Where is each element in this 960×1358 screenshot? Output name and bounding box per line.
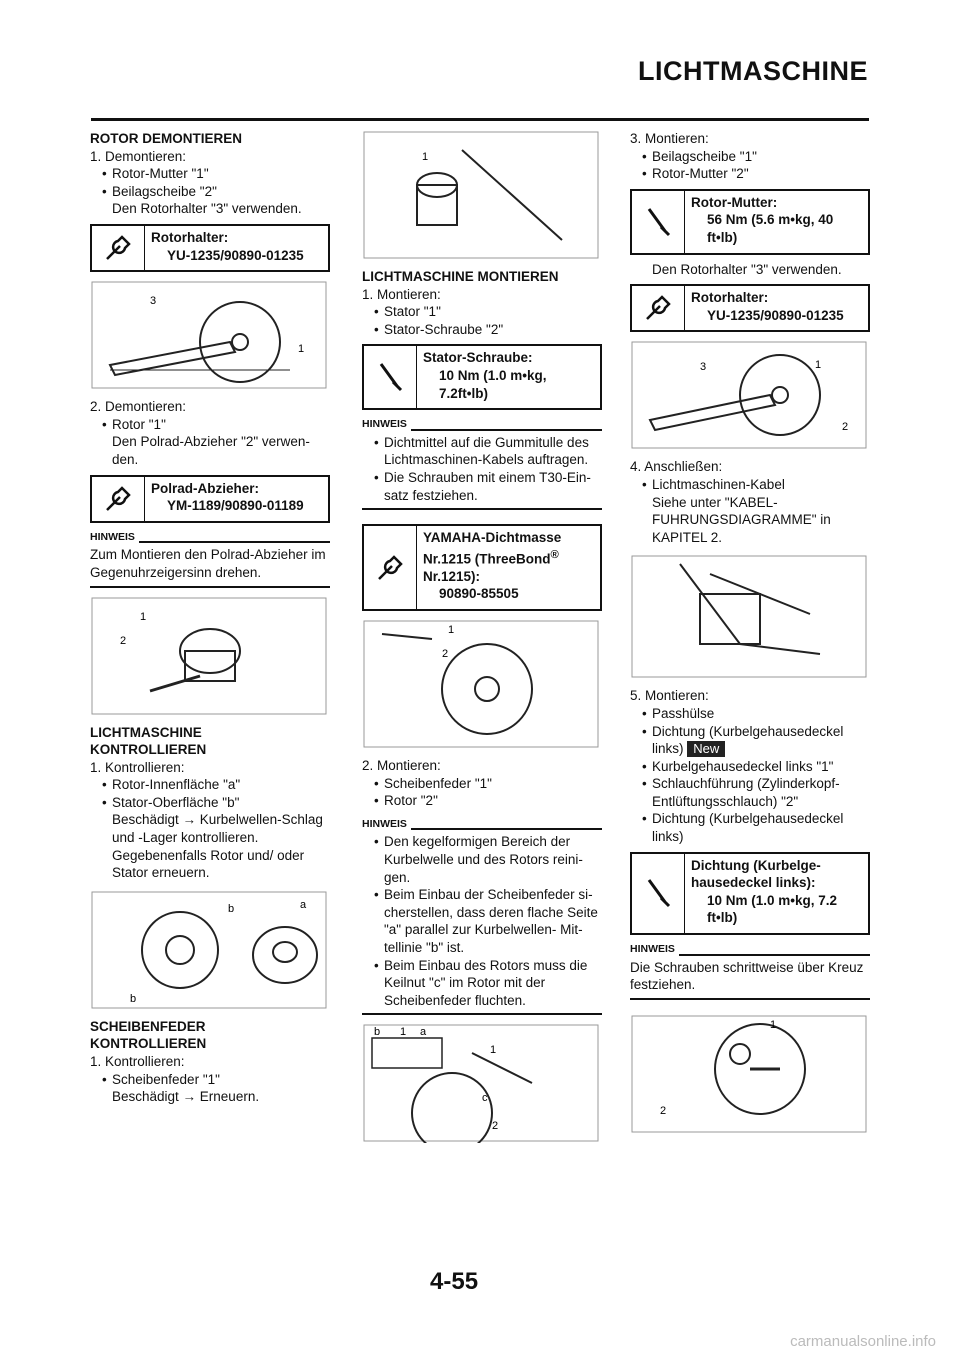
callout-label: 2 bbox=[442, 648, 449, 660]
tool-box bbox=[630, 284, 870, 332]
hinweis-label: HINWEIS bbox=[630, 943, 675, 956]
sub-text: Siehe unter "KABEL-FUHRUNGSDIAGRAMME" in KAPITEL 2. bbox=[652, 494, 831, 545]
step-text: 4. Anschließen: bbox=[630, 459, 723, 475]
section-heading: KONTROLLIEREN bbox=[90, 742, 207, 758]
step-text: 1. Demontieren: bbox=[90, 148, 187, 164]
bullet-item: • Stator-Oberfläche "b" bbox=[90, 794, 330, 812]
callout-label: a bbox=[420, 1026, 427, 1039]
hinweis-label: HINWEIS bbox=[362, 817, 407, 830]
rotor-nut-figure bbox=[630, 340, 868, 450]
rotor-holder-figure bbox=[90, 280, 328, 390]
step-text: 1. Kontrollieren: bbox=[90, 759, 185, 775]
hinweis-note bbox=[90, 529, 330, 588]
stator-install-figure bbox=[362, 619, 600, 749]
hinweis-label: HINWEIS bbox=[362, 418, 407, 431]
tool-box bbox=[90, 475, 330, 523]
tool-value: ft•lb) bbox=[707, 910, 738, 926]
step-text: 2. Montieren: bbox=[362, 758, 441, 773]
hinweis-label: HINWEIS bbox=[90, 530, 135, 543]
callout-label: 2 bbox=[492, 1120, 499, 1133]
tool-name: Rotorhalter: bbox=[151, 229, 229, 245]
step-text: 3. Montieren: bbox=[630, 131, 709, 146]
rotor-stator-figure bbox=[90, 890, 328, 1010]
torque-box bbox=[630, 189, 870, 255]
callout-label: 3 bbox=[700, 361, 707, 374]
callout-label: 2 bbox=[842, 421, 849, 434]
tool-name: Stator-Schraube: bbox=[423, 350, 533, 366]
sub-text: Den Rotorhalter "3" verwenden. bbox=[112, 201, 302, 217]
bullet-item bbox=[630, 723, 870, 758]
torque-wrench-icon bbox=[364, 346, 417, 408]
callout-label: 1 bbox=[422, 151, 429, 163]
watermark: carmanualsonline.info bbox=[790, 1333, 936, 1350]
wrench-icon bbox=[92, 226, 145, 270]
tool-name: hausedeckel links): bbox=[691, 875, 816, 891]
callout-label: 1 bbox=[815, 359, 822, 372]
callout-label: 1 bbox=[490, 1044, 497, 1057]
callout-label: a bbox=[300, 898, 307, 911]
sub-text: Den Rotorhalter "3" verwenden. bbox=[652, 261, 842, 277]
note-text: Zum Montieren den Polrad-Abzieher im Gegenuhrzeigersinn drehen. bbox=[90, 547, 326, 580]
tool-name: Dichtung (Kurbelge- bbox=[691, 857, 821, 873]
bullet-item: • Dichtung (Kurbelgehausedeckel links) bbox=[630, 810, 870, 845]
hinweis-note bbox=[630, 941, 870, 1000]
tool-value: YU-1235/90890-01235 bbox=[167, 247, 304, 263]
callout-label: 1 bbox=[400, 1026, 407, 1039]
bullet-item: • Kurbelgehausedeckel links "1" bbox=[630, 758, 870, 776]
tool-value: 90890-85505 bbox=[439, 586, 519, 602]
bullet-item: • Rotor "1" bbox=[90, 416, 330, 434]
bullet-item: • Rotor-Mutter "1" bbox=[90, 165, 330, 183]
sub-text: Beschädigt → Kurbelwellen-Schlag und -Lager kontrollieren. Gegebenenfalls Rotor und/ oder Stator erneuern. bbox=[112, 812, 323, 881]
bullet-item: • Scheibenfeder "1" bbox=[90, 1071, 330, 1089]
bullet-text: Dichtung (Kurbelgehausedeckel links) bbox=[652, 723, 844, 757]
column-2 bbox=[362, 130, 602, 1151]
callout-label: 1 bbox=[298, 343, 305, 356]
bullet-item: • Rotor "2" bbox=[362, 792, 602, 810]
callout-label: 1 bbox=[448, 624, 455, 636]
step-text: 5. Montieren: bbox=[630, 688, 709, 704]
bullet-item: • Passhülse bbox=[630, 705, 870, 723]
bullet-item: • Stator-Schraube "2" bbox=[362, 321, 602, 339]
callout-label: c bbox=[482, 1092, 488, 1105]
torque-wrench-icon bbox=[632, 191, 685, 253]
section-heading: LICHTMASCHINE bbox=[90, 724, 202, 740]
page-number: 4-55 bbox=[430, 1268, 479, 1295]
woodruff-key-figure bbox=[362, 1023, 600, 1143]
tool-box bbox=[90, 224, 330, 272]
section-heading: ROTOR DEMONTIEREN bbox=[90, 131, 243, 146]
bullet-item: • Schlauchführung (Zylinderkopf-Entlüftungsschlauch) "2" bbox=[630, 775, 870, 810]
bullet-item: • Stator "1" bbox=[362, 303, 602, 321]
callout-label: 3 bbox=[150, 295, 157, 308]
sub-text: Den Polrad-Abzieher "2" verwen-den. bbox=[112, 434, 310, 467]
callout-label: 2 bbox=[660, 1104, 667, 1117]
tool-value: YU-1235/90890-01235 bbox=[707, 307, 844, 323]
tool-name: Polrad-Abzieher: bbox=[151, 480, 260, 496]
bullet-item: • Rotor-Mutter "2" bbox=[630, 165, 870, 183]
sub-text: Beschädigt → Erneuern. bbox=[112, 1089, 260, 1105]
section-heading: SCHEIBENFEDER bbox=[90, 1018, 206, 1034]
registered-mark: ® bbox=[550, 548, 559, 561]
section-heading: KONTROLLIEREN bbox=[90, 1036, 207, 1052]
callout-label: 2 bbox=[120, 634, 127, 647]
note-bullet: • Beim Einbau der Scheibenfeder si-cherstellen, dass deren flache Seite "a" parallel zur Kurbelwellen- Mit-tellinie "b" ist. bbox=[362, 886, 602, 956]
bullet-item: • Lichtmaschinen-Kabel bbox=[630, 476, 870, 494]
tool-value: 10 Nm (1.0 m•kg, bbox=[439, 367, 547, 383]
tool-name: Rotor-Mutter: bbox=[691, 194, 778, 210]
wrench-icon bbox=[632, 286, 685, 330]
tool-name: Nr.1215 (ThreeBond bbox=[423, 551, 551, 567]
torque-wrench-icon bbox=[632, 854, 685, 933]
note-bullet: • Die Schrauben mit einem T30-Ein-satz festziehen. bbox=[362, 469, 602, 504]
torque-box bbox=[362, 344, 602, 410]
bullet-item: • Beilagscheibe "1" bbox=[630, 148, 870, 166]
tool-value: YM-1189/90890-01189 bbox=[167, 498, 304, 514]
tool-value: 10 Nm (1.0 m•kg, 7.2 bbox=[707, 892, 838, 908]
hinweis-note bbox=[362, 416, 602, 510]
callout-label: b bbox=[228, 902, 235, 915]
wiring-figure bbox=[630, 554, 868, 679]
step-text: 1. Montieren: bbox=[362, 286, 441, 302]
note-bullet: • Dichtmittel auf die Gummitulle des Lichtmaschinen-Kabels auftragen. bbox=[362, 434, 602, 469]
page-title: LICHTMASCHINE bbox=[638, 56, 868, 86]
note-bullet: • Den kegelformigen Bereich der Kurbelwelle und des Rotors reini-gen. bbox=[362, 833, 602, 886]
sealant-icon bbox=[364, 526, 417, 609]
tool-name: YAMAHA-Dichtmasse bbox=[423, 530, 562, 546]
tool-value: 56 Nm (5.6 m•kg, 40 bbox=[707, 212, 834, 228]
stator-figure bbox=[362, 130, 600, 260]
hinweis-note bbox=[362, 816, 602, 1016]
callout-label: 1 bbox=[770, 1018, 777, 1031]
header-rule bbox=[91, 118, 869, 121]
sealant-box bbox=[362, 524, 602, 611]
callout-label: 1 bbox=[140, 610, 147, 623]
note-text: Die Schrauben schrittweise über Kreuz festziehen. bbox=[630, 959, 864, 993]
column-3 bbox=[630, 130, 870, 1142]
section-heading: LICHTMASCHINE MONTIEREN bbox=[362, 269, 559, 284]
tool-name: Nr.1215): bbox=[423, 568, 481, 584]
step-text: 2. Demontieren: bbox=[90, 399, 187, 415]
callout-label: b bbox=[130, 992, 137, 1005]
note-bullet: • Beim Einbau des Rotors muss die Keilnut "c" im Rotor mit der Scheibenfeder fluchten. bbox=[362, 957, 602, 1010]
tool-name: Rotorhalter: bbox=[691, 290, 769, 306]
column-1 bbox=[90, 130, 330, 1106]
bullet-item: • Scheibenfeder "1" bbox=[362, 775, 602, 793]
new-badge: New bbox=[687, 741, 725, 757]
torque-box bbox=[630, 852, 870, 935]
step-text: 1. Kontrollieren: bbox=[90, 1054, 185, 1070]
puller-figure bbox=[90, 596, 328, 716]
bullet-item: • Rotor-Innenfläche "a" bbox=[90, 776, 330, 794]
tool-value: 7.2ft•lb) bbox=[439, 385, 488, 401]
wrench-icon bbox=[92, 477, 145, 521]
callout-label: b bbox=[374, 1026, 381, 1039]
tool-value: ft•lb) bbox=[707, 229, 738, 245]
crankcase-cover-figure bbox=[630, 1014, 868, 1134]
bullet-item: • Beilagscheibe "2" bbox=[90, 183, 330, 201]
